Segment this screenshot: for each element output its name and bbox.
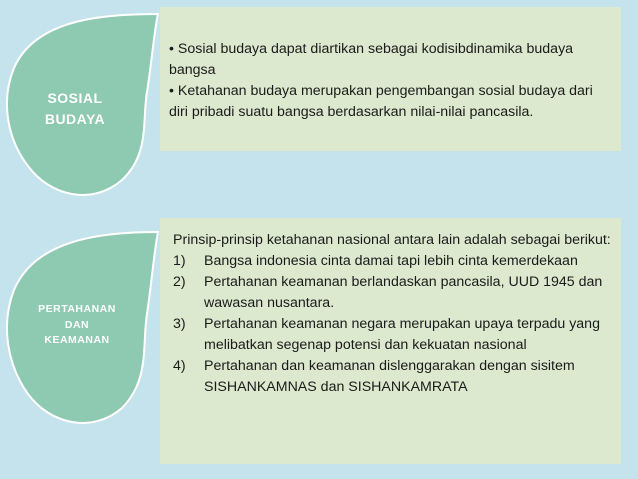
- intro-text: Prinsip-prinsip ketahanan nasional antara lain adalah sebagai berikut:: [173, 232, 611, 248]
- leaf-label-line: DAN: [64, 318, 90, 331]
- content-box-sosial-budaya: [160, 7, 621, 151]
- leaf-label-line: BUDAYA: [44, 111, 106, 127]
- content-box-pertahanan-keamanan: [160, 218, 621, 464]
- list-number: 2): [173, 274, 186, 290]
- leaf-label-line: KEAMANAN: [44, 334, 110, 346]
- leaf-label-pertahanan-keamanan: [22, 302, 132, 349]
- leaf-label-line: SOSIAL: [47, 90, 103, 106]
- list-number: 4): [173, 358, 186, 374]
- bullet-item: • Ketahanan budaya merupakan pengembangan sosial budaya dari diri pribadi suatu bangsa berdasarkan nilai-nilai pancasila.: [169, 83, 593, 120]
- list-item: [173, 356, 611, 398]
- list-text: Bangsa indonesia cinta damai tapi lebih cinta kemerdekaan: [204, 253, 578, 269]
- list-item: [173, 314, 611, 356]
- list-item: [173, 272, 611, 314]
- principles-list: [173, 251, 611, 398]
- list-text: Pertahanan keamanan negara merupakan upaya terpadu yang melibatkan segenap potensi dan kekuatan nasional: [204, 316, 600, 353]
- list-number: 3): [173, 316, 186, 332]
- list-number: 1): [173, 253, 186, 269]
- list-text: Pertahanan keamanan berlandaskan pancasila, UUD 1945 dan wawasan nusantara.: [204, 274, 603, 311]
- leaf-label-sosial-budaya: [20, 88, 130, 130]
- list-item: [173, 251, 611, 272]
- bullet-item: • Sosial budaya dapat diartikan sebagai kodisibdinamika budaya bangsa: [169, 41, 574, 78]
- list-text: Pertahanan dan keamanan dislenggarakan dengan sisitem SISHANKAMNAS dan SISHANKAMRATA: [204, 358, 575, 395]
- leaf-label-line: PERTAHANAN: [38, 303, 116, 315]
